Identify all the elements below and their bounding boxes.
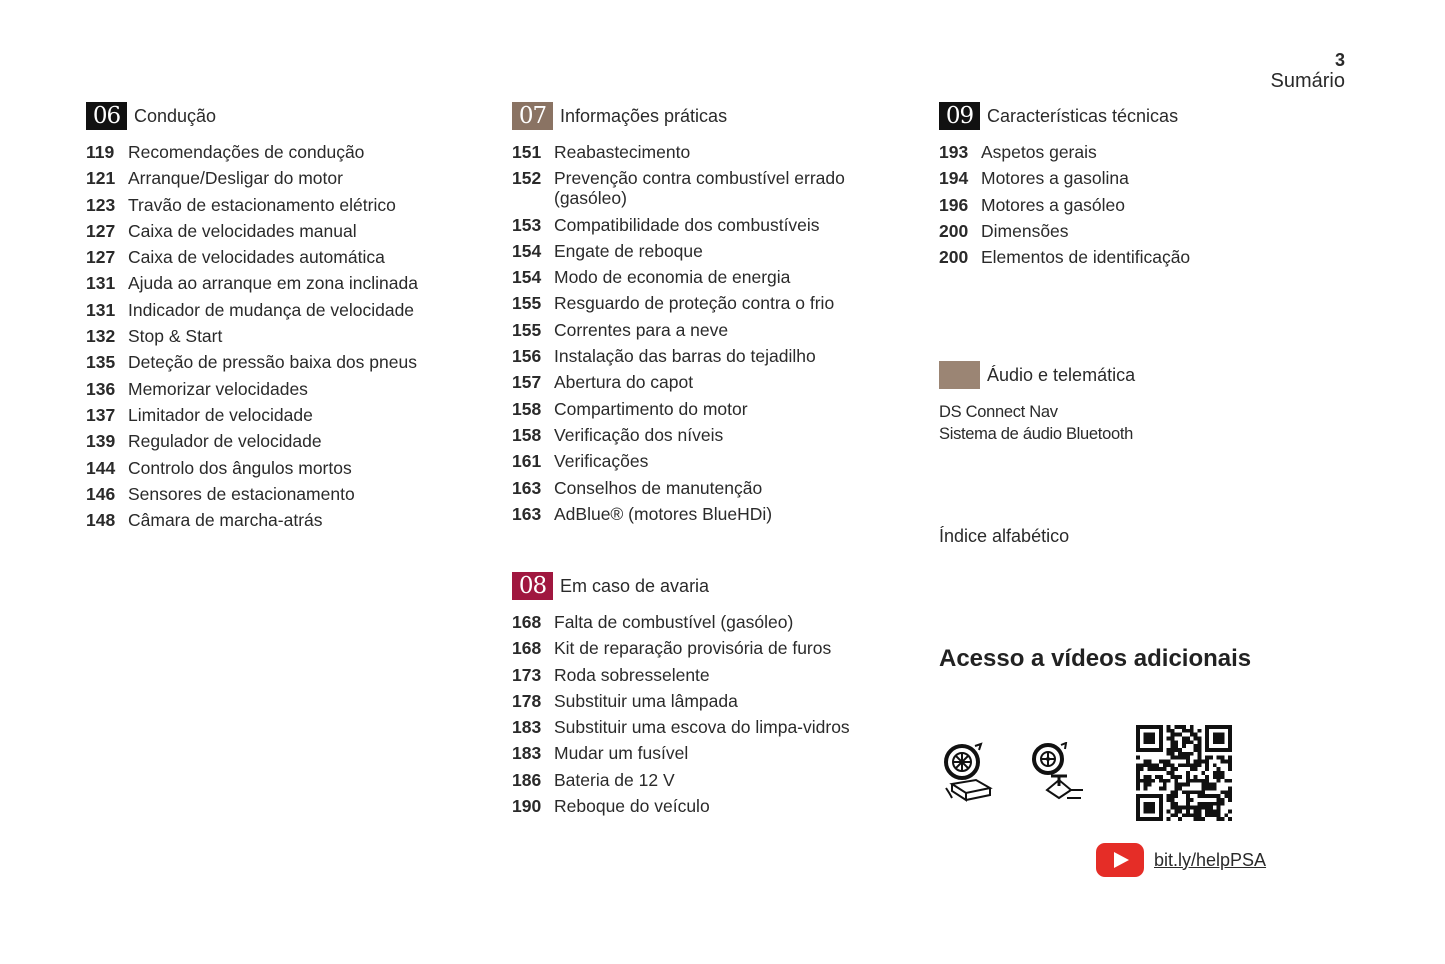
entry-page-number: 131: [86, 299, 116, 320]
toc-entry[interactable]: [512, 425, 922, 445]
entry-page-number: 127: [86, 220, 116, 241]
entry-label: Falta de combustível (gasóleo): [554, 612, 794, 632]
toc-entry[interactable]: [512, 743, 922, 763]
entry-page-number: 135: [86, 352, 116, 373]
section-number-badge: 07: [512, 102, 553, 130]
entry-page-number: 194: [939, 168, 969, 189]
entry-label: Deteção de pressão baixa dos pneus: [128, 352, 417, 373]
entry-page-number: 161: [512, 451, 542, 472]
entry-label: Verificações: [554, 451, 649, 472]
section-number-badge: 06: [86, 102, 127, 130]
entry-label: Modo de economia de energia: [554, 267, 791, 288]
toc-entry[interactable]: [512, 717, 922, 737]
section-header: [512, 102, 922, 130]
toc-entry[interactable]: [512, 320, 922, 340]
entry-label: Controlo dos ângulos mortos: [128, 457, 352, 478]
entry-label: Resguardo de proteção contra o frio: [554, 293, 835, 314]
section-title: Características técnicas: [987, 105, 1179, 126]
section-entries: [512, 612, 922, 816]
entry-label: Limitador de velocidade: [128, 404, 313, 425]
entry-label: Memorizar velocidades: [128, 378, 308, 399]
entry-page-number: 173: [512, 664, 542, 685]
toc-entry[interactable]: [512, 293, 922, 313]
section-header: [939, 102, 1349, 130]
section-title: Áudio e telemática: [987, 364, 1136, 385]
entry-page-number: 155: [512, 319, 542, 340]
toc-entry[interactable]: [512, 451, 922, 471]
toc-entry[interactable]: [86, 247, 496, 267]
toc-entry[interactable]: [86, 300, 496, 320]
entry-page-number: 121: [86, 168, 116, 189]
section-06: [86, 102, 496, 536]
entry-page-number: 186: [512, 769, 542, 790]
toc-entry[interactable]: [86, 326, 496, 346]
toc-entry[interactable]: [86, 142, 496, 162]
toc-entry[interactable]: [86, 273, 496, 293]
section-title: Em caso de avaria: [560, 575, 710, 596]
entry-page-number: 148: [86, 510, 116, 531]
entry-page-number: 155: [512, 293, 542, 314]
entry-page-number: 154: [512, 240, 542, 261]
toc-entry[interactable]: [512, 638, 922, 658]
toc-entry[interactable]: [512, 504, 922, 524]
toc-entry[interactable]: [86, 168, 496, 188]
entry-page-number: 136: [86, 378, 116, 399]
entry-page-number: 151: [512, 142, 542, 162]
entry-page-number: 158: [512, 398, 542, 419]
entry-label: Sensores de estacionamento: [128, 483, 355, 504]
entry-label: Kit de reparação provisória de furos: [554, 638, 832, 659]
section-number-badge: 08: [512, 572, 553, 600]
toc-entry[interactable]: [939, 221, 1349, 241]
entry-page-number: 119: [86, 142, 115, 162]
entry-page-number: 196: [939, 194, 969, 215]
entry-page-number: 200: [939, 247, 969, 268]
toc-entry[interactable]: [512, 665, 922, 685]
entry-label: Travão de estacionamento elétrico: [128, 194, 396, 215]
entry-page-number: 146: [86, 483, 116, 504]
entry-label: Compartimento do motor: [554, 398, 748, 419]
page-title: Sumário: [1270, 70, 1345, 92]
entry-page-number: 190: [512, 796, 542, 817]
entry-page-number: 152: [512, 168, 542, 189]
video-link[interactable]: [1096, 843, 1266, 877]
video-link-text[interactable]: bit.ly/helpPSA: [1154, 849, 1267, 870]
toc-entry[interactable]: [86, 221, 496, 241]
audio-line: DS Connect Nav: [939, 403, 1058, 421]
entry-page-number: 183: [512, 717, 542, 738]
page-number: 3: [1334, 50, 1345, 70]
toc-entry[interactable]: [512, 372, 922, 392]
entry-page-number: 139: [86, 431, 116, 452]
entry-label: Substituir uma escova do limpa-vidros: [554, 717, 850, 738]
entry-label: Substituir uma lâmpada: [554, 690, 738, 711]
entry-page-number: 137: [86, 404, 116, 425]
entry-label: Abertura do capot: [554, 372, 694, 393]
toc-entry[interactable]: [939, 247, 1349, 267]
entry-page-number: 163: [512, 477, 542, 498]
section-entries: [939, 142, 1349, 267]
youtube-icon[interactable]: [1096, 843, 1144, 877]
toc-entry[interactable]: [512, 241, 922, 261]
toc-entry[interactable]: [512, 267, 922, 287]
section-number-badge: 09: [939, 102, 980, 130]
entry-page-number: 123: [86, 194, 116, 215]
toc-entry[interactable]: [939, 168, 1349, 188]
entry-page-number: 158: [512, 424, 542, 445]
toc-entry[interactable]: [86, 405, 496, 425]
entry-label: Roda sobresselente: [554, 664, 710, 685]
section-color-badge: [939, 361, 980, 389]
entry-label: Motores a gasóleo: [981, 194, 1125, 215]
toc-entry[interactable]: [512, 691, 922, 711]
toc-entry[interactable]: [512, 399, 922, 419]
toc-entry[interactable]: [86, 510, 496, 530]
entry-page-number: 144: [86, 457, 116, 478]
section-entries: [86, 142, 496, 530]
entry-label: Recomendações de condução: [128, 142, 365, 162]
toc-entry[interactable]: [512, 215, 922, 235]
toc-entry[interactable]: [86, 458, 496, 478]
section-07: [512, 102, 922, 530]
entry-label: Arranque/Desligar do motor: [128, 168, 343, 189]
entry-label: Engate de reboque: [554, 240, 703, 261]
toc-entry[interactable]: [86, 195, 496, 215]
toc-entry[interactable]: [512, 142, 922, 162]
entry-page-number: 157: [512, 372, 542, 393]
entry-page-number: 131: [86, 273, 116, 294]
entry-label: Verificação dos níveis: [554, 424, 724, 445]
toc-entry[interactable]: [512, 796, 922, 816]
page-header: [1271, 50, 1345, 92]
entry-page-number: 132: [86, 326, 116, 347]
entry-label: Bateria de 12 V: [554, 769, 675, 790]
entry-page-number: 178: [512, 690, 542, 711]
toc-entry[interactable]: [512, 346, 922, 366]
toc-entry[interactable]: [512, 612, 922, 632]
entry-label: Reabastecimento: [554, 142, 691, 162]
section-header: [512, 572, 922, 600]
entry-label: Compatibilidade dos combustíveis: [554, 214, 820, 235]
qr-code-icon[interactable]: [1136, 725, 1232, 826]
entry-label: Regulador de velocidade: [128, 431, 322, 452]
entry-label: Elementos de identificação: [981, 247, 1191, 268]
section-title: Informações práticas: [560, 105, 728, 126]
entry-label: Correntes para a neve: [554, 319, 729, 340]
section-header: [86, 102, 496, 130]
entry-label: Caixa de velocidades automática: [128, 247, 385, 268]
entry-page-number: 153: [512, 214, 542, 235]
entry-page-number: 127: [86, 247, 116, 268]
entry-label: Mudar um fusível: [554, 743, 689, 764]
toc-entry[interactable]: [86, 379, 496, 399]
toc-entry[interactable]: [86, 431, 496, 451]
section-header: [939, 361, 1349, 389]
entry-label: Ajuda ao arranque em zona inclinada: [128, 273, 418, 294]
entry-page-number: 163: [512, 503, 542, 524]
alphabetical-index-link[interactable]: Índice alfabético: [939, 526, 1070, 546]
section-entries: [512, 142, 922, 524]
entry-page-number: 154: [512, 267, 542, 288]
entry-label: Dimensões: [981, 220, 1069, 241]
entry-label: Stop & Start: [128, 326, 223, 347]
section-title: Condução: [134, 105, 217, 126]
toc-entry[interactable]: [512, 770, 922, 790]
entry-label: Indicador de mudança de velocidade: [128, 299, 415, 320]
tyre-repair-kit-icon: [942, 742, 994, 807]
entry-page-number: 156: [512, 346, 542, 367]
entry-label: AdBlue® (motores BlueHDi): [554, 503, 773, 524]
section-09: [939, 102, 1349, 273]
spare-wheel-jack-icon: [1031, 742, 1087, 807]
videos-title: Acesso a vídeos adicionais: [939, 645, 1252, 672]
entry-label: Conselhos de manutenção: [554, 477, 763, 498]
audio-lines: [939, 401, 1349, 445]
toc-entry[interactable]: [512, 478, 922, 498]
audio-line: Sistema de áudio Bluetooth: [939, 425, 1134, 443]
toc-entry[interactable]: [86, 352, 496, 372]
toc-entry[interactable]: [512, 168, 922, 208]
entry-label: Prevenção contra combustível errado (gasóleo): [554, 168, 845, 209]
entry-page-number: 200: [939, 220, 969, 241]
toc-entry[interactable]: [939, 142, 1349, 162]
entry-label: Motores a gasolina: [981, 168, 1129, 189]
entry-page-number: 183: [512, 743, 542, 764]
entry-page-number: 168: [512, 612, 542, 632]
entry-page-number: 168: [512, 638, 542, 659]
entry-label: Reboque do veículo: [554, 796, 710, 817]
entry-page-number: 193: [939, 142, 969, 162]
entry-label: Instalação das barras do tejadilho: [554, 346, 816, 367]
entry-label: Caixa de velocidades manual: [128, 220, 357, 241]
entry-label: Aspetos gerais: [981, 142, 1097, 162]
section-audio: [939, 361, 1349, 445]
entry-label: Câmara de marcha-atrás: [128, 510, 323, 531]
toc-entry[interactable]: [939, 195, 1349, 215]
section-08: [512, 572, 922, 822]
toc-entry[interactable]: [86, 484, 496, 504]
